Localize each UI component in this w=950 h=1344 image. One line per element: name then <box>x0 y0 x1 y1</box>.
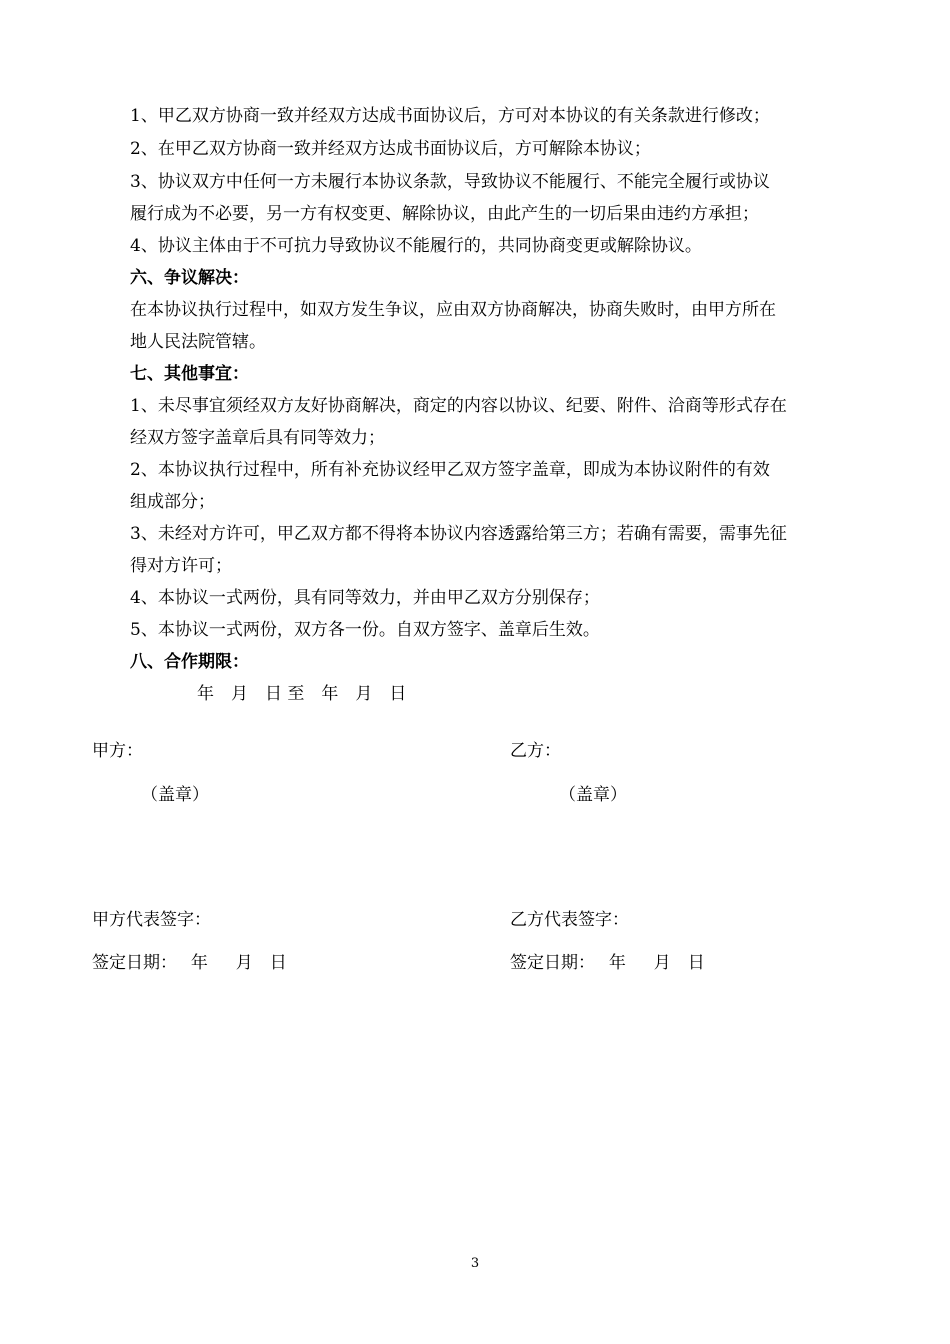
clause-5-2: 2、在甲乙双方协商一致并经双方达成书面协议后，方可解除本协议； <box>130 139 651 159</box>
section-7-line-4: 组成部分； <box>130 492 215 512</box>
section-7-heading: 七、其他事宜： <box>130 364 249 384</box>
party-b-sign-date: 签定日期： 年 月 日 <box>510 953 705 973</box>
section-6-line-1: 在本协议执行过程中，如双方发生争议，应由双方协商解决，协商失败时，由甲方所在 <box>130 300 776 320</box>
section-7-line-3: 2、本协议执行过程中，所有补充协议经甲乙双方签字盖章，即成为本协议附件的有效 <box>130 460 770 480</box>
section-7-line-8: 5、本协议一式两份，双方各一份。自双方签字、盖章后生效。 <box>130 620 600 640</box>
section-7-line-6: 得对方许可； <box>130 556 232 576</box>
section-6-line-2: 地人民法院管辖。 <box>130 332 266 352</box>
party-a-seal: （盖章） <box>141 785 209 805</box>
section-7-line-2: 经双方签字盖章后具有同等效力； <box>130 428 385 448</box>
party-b-label: 乙方： <box>510 741 561 761</box>
clause-5-1: 1、甲乙双方协商一致并经双方达成书面协议后，方可对本协议的有关条款进行修改； <box>130 106 770 126</box>
section-8-heading: 八、合作期限： <box>130 652 249 672</box>
section-7-line-5: 3、未经对方许可，甲乙双方都不得将本协议内容透露给第三方；若确有需要，需事先征 <box>130 524 787 544</box>
clause-5-4: 4、协议主体由于不可抗力导致协议不能履行的，共同协商变更或解除协议。 <box>130 236 702 256</box>
party-a-rep-sign: 甲方代表签字： <box>92 910 211 930</box>
section-7-line-1: 1、未尽事宜须经双方友好协商解决，商定的内容以协议、纪要、附件、洽商等形式存在 <box>130 396 787 416</box>
section-7-line-7: 4、本协议一式两份，具有同等效力，并由甲乙双方分别保存； <box>130 588 600 608</box>
party-a-label: 甲方： <box>92 741 143 761</box>
clause-5-3a: 3、协议双方中任何一方未履行本协议条款，导致协议不能履行、不能完全履行或协议 <box>130 172 770 192</box>
section-6-heading: 六、争议解决： <box>130 268 249 288</box>
cooperation-period: 年 月 日 至 年 月 日 <box>197 684 407 704</box>
party-b-rep-sign: 乙方代表签字： <box>510 910 629 930</box>
clause-5-3b: 履行成为不必要，另一方有权变更、解除协议，由此产生的一切后果由违约方承担； <box>130 204 759 224</box>
party-b-seal: （盖章） <box>559 785 627 805</box>
page-number: 3 <box>470 1256 480 1271</box>
party-a-sign-date: 签定日期： 年 月 日 <box>92 953 287 973</box>
